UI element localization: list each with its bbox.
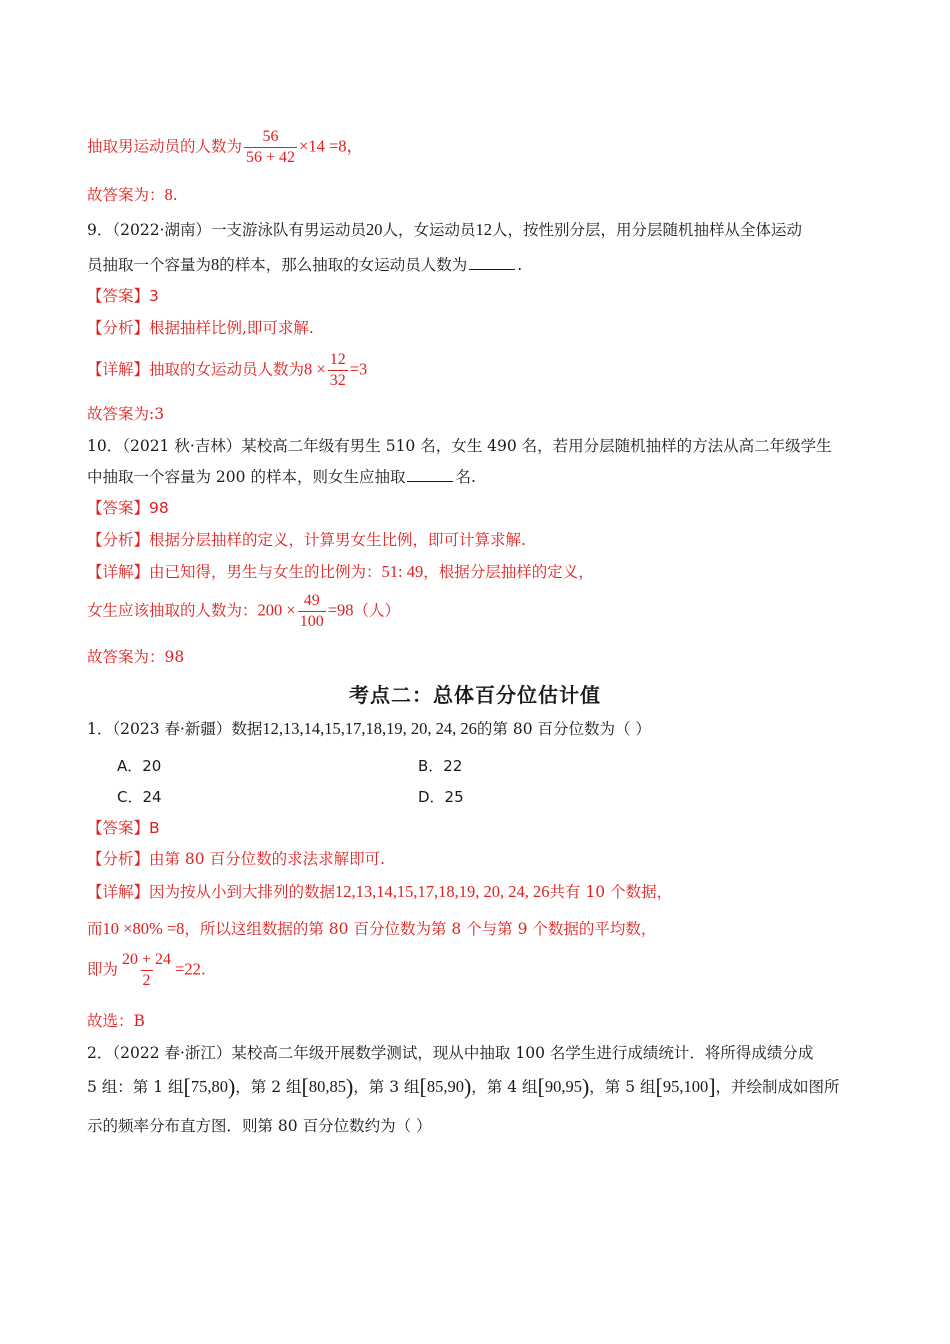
question-10-line1: 10．（2021 秋·吉林）某校高二年级有男生 510 名，女生 490 名，若用分层随机抽样的方法从高二年级学生 (87, 437, 832, 455)
math: 80,85 (308, 1077, 346, 1096)
text: 【详解】因为按从小到大排列的数据 (87, 883, 336, 901)
text: 女生应该抽取的人数为： (87, 601, 258, 620)
bracket: ) (345, 1074, 354, 1099)
detail-line-2 (87, 592, 400, 631)
math: 8 (211, 255, 220, 274)
math: 12,13,14,15,17,18,19, 20, 24, 26 (262, 719, 477, 738)
text: 故答案为： (87, 186, 165, 204)
problem-2-line3: 示的频率分布直方图．则第 80 百分位数约为（ ） (87, 1117, 432, 1135)
detail-line (87, 561, 594, 583)
math: =98 (327, 600, 354, 620)
answer-label: 【答案】3 (87, 287, 159, 305)
answer-line: 故答案为：98 (87, 648, 185, 666)
fraction (298, 592, 326, 631)
text: 的样本，那么抽取的女运动员人数为 (219, 256, 468, 274)
answer-line: 故答案为:3 (87, 405, 165, 423)
text: 人，女运动员 (382, 221, 476, 239)
answer-line (87, 184, 178, 206)
text: 的第 80 百分位数为（ ） (476, 720, 651, 738)
analysis-label: 【分析】根据分层抽样的定义，计算男女生比例，即可计算求解. (87, 531, 526, 549)
math: =22 (175, 959, 201, 979)
answer-label: 【答案】B (87, 819, 160, 837)
text: . (200, 960, 206, 979)
detail-line-3 (87, 951, 206, 990)
math: 8 (164, 185, 173, 204)
answer-label: 【答案】98 (87, 499, 169, 517)
math: =3 (349, 359, 368, 379)
detail-line-2 (87, 918, 656, 940)
fraction (120, 951, 173, 990)
bracket: ) (581, 1074, 590, 1099)
text: ，第 5 组 (589, 1078, 656, 1096)
option-a[interactable]: A．20 (117, 757, 162, 775)
text: 5 组：第 1 组 (87, 1078, 184, 1096)
text: ，第 4 组 (471, 1078, 538, 1096)
numerator: 12 (329, 351, 346, 368)
text: 【详解】由已知得，男生与女生的比例为： (87, 563, 382, 581)
text: 抽取男运动员的人数为 (87, 137, 243, 156)
math: ×14 =8， (299, 136, 364, 156)
math: 95,100 (662, 1077, 709, 1096)
text: 9．（2022·湖南）一支游泳队有男运动员 (87, 221, 366, 239)
text: ，第 2 组 (235, 1078, 302, 1096)
text: 即为 (87, 960, 119, 979)
option-c[interactable]: C．24 (117, 788, 162, 806)
numerator: 56 (262, 128, 279, 145)
answer-line: 故选：B (87, 1012, 145, 1030)
math: 51: 49 (381, 562, 424, 581)
math: 200 × (257, 600, 296, 620)
section-heading: 考点二：总体百分位估计值 (349, 683, 601, 707)
text: 而 (87, 920, 103, 938)
analysis-label: 【分析】根据抽样比例,即可求解. (87, 319, 314, 337)
text: 人，按性别分层，用分层随机抽样从全体运动 (492, 221, 803, 239)
text: ，所以这组数据的第 80 百分位数为第 8 个与第 9 个数据的平均数， (184, 920, 657, 938)
bracket: [ (537, 1074, 545, 1099)
math: 12 (475, 220, 493, 239)
problem-2-line1: 2．（2022 春·浙江）某校高二年级开展数学测试，现从中抽取 100 名学生进行成绩统计．将所得成绩分成 (87, 1044, 814, 1062)
math: 85,90 (426, 1077, 464, 1096)
problem-1-line1 (87, 718, 651, 740)
denominator: 56 + 42 (246, 149, 296, 166)
text: 共有 10 个数据， (549, 883, 673, 901)
text: 中抽取一个容量为 200 的样本，则女生应抽取 (87, 468, 406, 486)
text: 【详解】抽取的女运动员人数为 (87, 360, 305, 379)
bracket: [ (183, 1074, 191, 1099)
bracket: ) (227, 1074, 236, 1099)
text: . (517, 256, 523, 274)
question-10-line2 (87, 466, 476, 488)
question-9-line1 (87, 219, 802, 241)
math: 90,95 (544, 1077, 582, 1096)
text: 名. (455, 468, 476, 486)
text: （人） (353, 601, 401, 620)
math: 20 (366, 220, 383, 239)
text: . (172, 186, 178, 204)
text: ，第 3 组 (353, 1078, 420, 1096)
math: 12,13,14,15,17,18,19, 20, 24, 26 (335, 882, 550, 901)
denominator: 2 (142, 972, 151, 989)
fraction (328, 351, 348, 390)
answer-blank (469, 255, 515, 270)
text: 员抽取一个容量为 (87, 256, 212, 274)
bracket: [ (301, 1074, 309, 1099)
option-b[interactable]: B．22 (418, 757, 463, 775)
bracket: ) (463, 1074, 472, 1099)
solution-line (87, 128, 363, 167)
problem-2-line2 (87, 1076, 840, 1098)
detail-line (87, 881, 672, 903)
bracket: ] (708, 1074, 716, 1099)
answer-blank (407, 467, 453, 482)
denominator: 32 (329, 372, 346, 389)
option-d[interactable]: D．25 (418, 788, 464, 806)
numerator: 49 (303, 592, 320, 609)
bracket: [ (655, 1074, 663, 1099)
detail-line (87, 351, 367, 390)
fraction (244, 128, 297, 167)
analysis-label: 【分析】由第 80 百分位数的求法求解即可. (87, 850, 386, 868)
bracket: [ (419, 1074, 427, 1099)
math: 10 ×80% =8 (102, 919, 185, 938)
numerator: 20 + 24 (122, 951, 172, 968)
question-9-line2 (87, 254, 522, 276)
text: ，并绘制成如图所 (715, 1078, 840, 1096)
math: 8 × (304, 359, 326, 379)
math: 75,80 (190, 1077, 228, 1096)
text: 1．（2023 春·新疆）数据 (87, 720, 263, 738)
text: ，根据分层抽样的定义， (423, 563, 594, 581)
denominator: 100 (299, 613, 324, 630)
